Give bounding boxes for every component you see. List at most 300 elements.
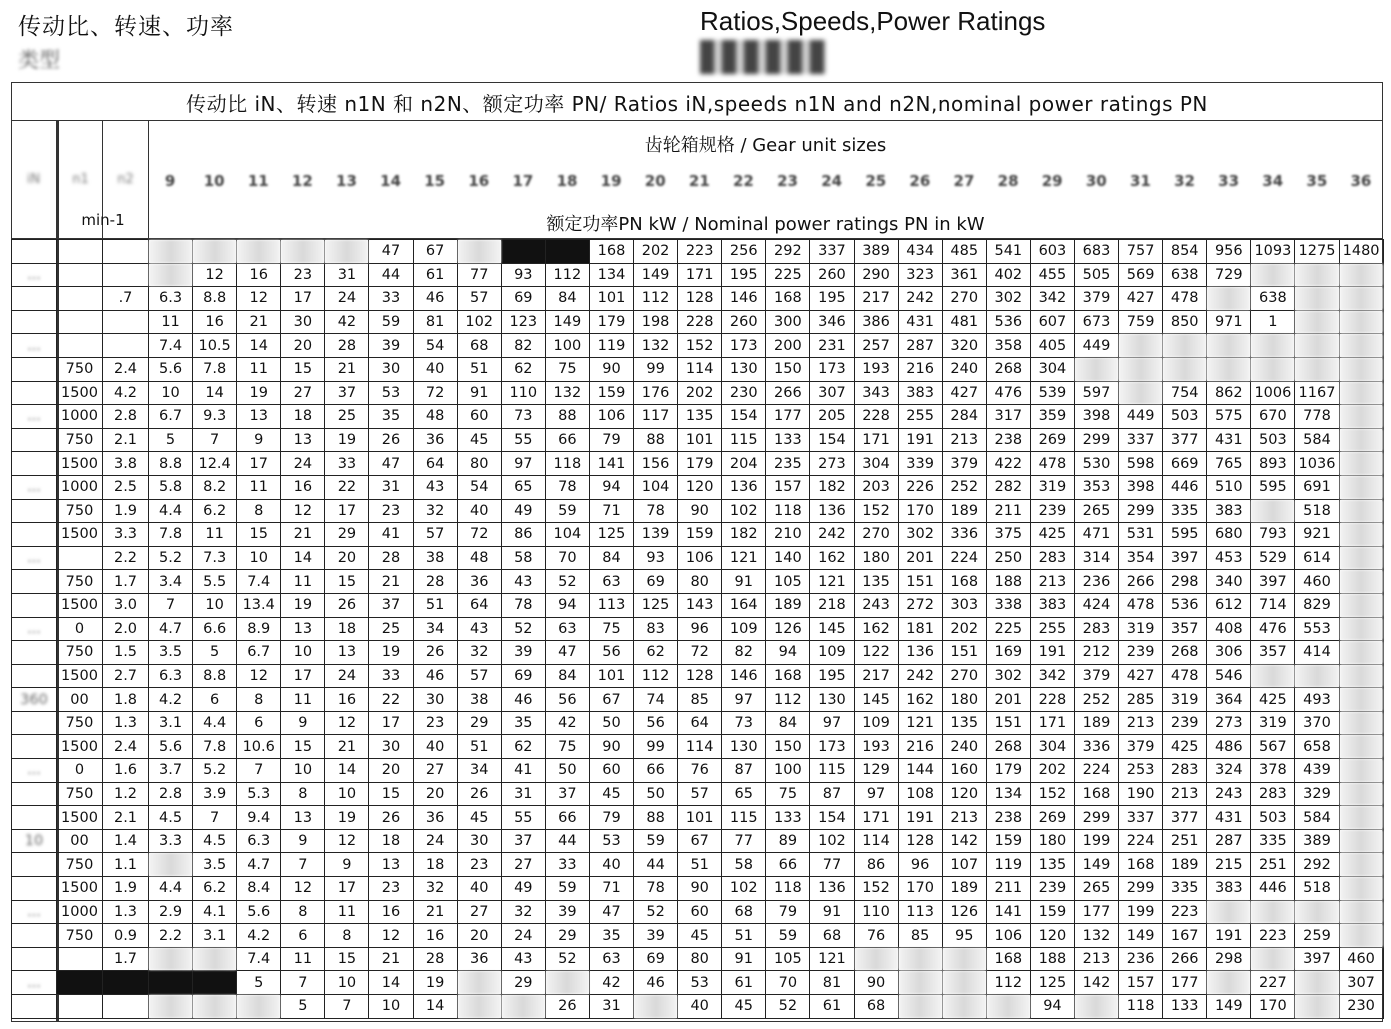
power-cell: 44	[369, 263, 413, 287]
power-cell: 26	[545, 995, 589, 1019]
power-cell: 439	[1295, 759, 1339, 783]
power-cell: 358	[986, 334, 1030, 358]
power-cell: 128	[898, 829, 942, 853]
power-cell: 6	[193, 688, 237, 712]
power-cell	[193, 240, 237, 264]
power-cell: 72	[413, 381, 457, 405]
power-cell: 223	[1163, 900, 1207, 924]
power-cell: 29	[501, 971, 545, 995]
power-cell: 10	[193, 593, 237, 617]
power-cell	[1339, 688, 1383, 712]
power-cell: 26	[325, 593, 369, 617]
power-cell: 8.9	[237, 617, 281, 641]
power-cell: 319	[1163, 688, 1207, 712]
page-title-en: Ratios,Speeds,Power Ratings	[700, 6, 1046, 36]
power-cell: 170	[898, 499, 942, 523]
n2-cell: 3.8	[103, 452, 149, 476]
power-cell: 201	[986, 688, 1030, 712]
power-cell: 91	[722, 570, 766, 594]
power-cell: 112	[545, 263, 589, 287]
power-cell: 921	[1295, 523, 1339, 547]
power-cell: 29	[325, 523, 369, 547]
power-cell: 425	[1030, 523, 1074, 547]
power-cell: 236	[1074, 570, 1118, 594]
power-cell: 202	[942, 617, 986, 641]
power-cell: 15	[281, 357, 325, 381]
power-cell: 86	[501, 523, 545, 547]
power-cell: 189	[766, 593, 810, 617]
power-cell: 51	[678, 853, 722, 877]
power-cell: 13	[369, 853, 413, 877]
n2-cell	[103, 310, 149, 334]
power-cell: 854	[1163, 240, 1207, 264]
power-cell: 478	[1119, 593, 1163, 617]
power-cell: 50	[634, 782, 678, 806]
power-cell: 6.2	[193, 877, 237, 901]
power-cell: 7.8	[193, 357, 237, 381]
power-cell: 88	[634, 806, 678, 830]
power-cell: 204	[722, 452, 766, 476]
power-cell: 270	[854, 523, 898, 547]
power-cell: 133	[766, 428, 810, 452]
power-cell: 65	[722, 782, 766, 806]
power-cell: 383	[898, 381, 942, 405]
power-cell: 27	[501, 853, 545, 877]
power-cell	[1074, 995, 1118, 1019]
power-cell: 171	[1030, 711, 1074, 735]
power-cell: 455	[1030, 263, 1074, 287]
power-cell: 215	[1207, 853, 1251, 877]
n1-cell: 0	[57, 759, 103, 783]
gear-size-25: 25	[865, 172, 887, 190]
power-cell: 35	[501, 711, 545, 735]
power-cell: 80	[457, 452, 501, 476]
power-cell: 108	[898, 782, 942, 806]
power-cell: 32	[501, 900, 545, 924]
power-cell: 584	[1295, 806, 1339, 830]
power-cell	[193, 947, 237, 971]
power-cell: 7	[193, 806, 237, 830]
power-cell: 126	[766, 617, 810, 641]
power-cell: 353	[1074, 475, 1118, 499]
power-cell: 595	[1163, 523, 1207, 547]
power-cell: 69	[634, 570, 678, 594]
power-cell: 188	[1030, 947, 1074, 971]
power-cell: 191	[898, 428, 942, 452]
gear-size-17: 17	[512, 172, 534, 190]
n2-cell: 1.5	[103, 641, 149, 665]
n2-cell	[103, 995, 149, 1019]
power-cell: 35	[369, 405, 413, 429]
power-cell: 87	[810, 782, 854, 806]
power-cell: 337	[810, 240, 854, 264]
n1-cell: 1000	[57, 405, 103, 429]
power-cell: 151	[898, 570, 942, 594]
power-cell: 10	[325, 971, 369, 995]
power-cell: 7	[325, 995, 369, 1019]
power-cell: 38	[413, 546, 457, 570]
gear-size-23: 23	[777, 172, 798, 190]
power-cell: 47	[369, 452, 413, 476]
power-cell: 56	[589, 641, 633, 665]
power-cell: 154	[810, 806, 854, 830]
power-cell: 266	[1163, 947, 1207, 971]
power-cell: 67	[678, 829, 722, 853]
power-cell: 78	[634, 877, 678, 901]
power-cell: 342	[1030, 664, 1074, 688]
power-cell: 242	[898, 287, 942, 311]
power-cell: 217	[854, 287, 898, 311]
power-cell: 14	[413, 995, 457, 1019]
power-cell: 251	[1163, 829, 1207, 853]
power-cell: 39	[501, 641, 545, 665]
power-cell: 10	[281, 641, 325, 665]
power-cell: 259	[1295, 924, 1339, 948]
power-cell: 11	[281, 947, 325, 971]
power-cell: 12	[325, 829, 369, 853]
power-cell: 30	[413, 688, 457, 712]
power-cell: 107	[942, 853, 986, 877]
power-cell: 638	[1163, 263, 1207, 287]
power-cell: 317	[986, 405, 1030, 429]
table-row	[12, 570, 1384, 594]
table-row	[12, 593, 1384, 617]
power-cell: 242	[810, 523, 854, 547]
power-cell	[193, 971, 237, 995]
ratio-cell	[12, 853, 57, 877]
power-cell: 361	[942, 263, 986, 287]
power-cell: 109	[722, 617, 766, 641]
n1-cell: 1500	[57, 735, 103, 759]
power-cell: 228	[854, 405, 898, 429]
power-cell: 90	[589, 735, 633, 759]
power-cell: 7.3	[193, 546, 237, 570]
power-cell	[1295, 334, 1339, 358]
power-cell: 211	[986, 877, 1030, 901]
n1-cell: 1500	[57, 877, 103, 901]
power-cell: 265	[1074, 499, 1118, 523]
power-cell: 228	[1030, 688, 1074, 712]
power-cell: 337	[1119, 428, 1163, 452]
power-cell: 8.8	[193, 664, 237, 688]
power-cell	[1339, 900, 1383, 924]
power-cell: 23	[457, 853, 501, 877]
n2-cell: 2.7	[103, 664, 149, 688]
power-cell: 21	[369, 947, 413, 971]
power-cell: 14	[369, 971, 413, 995]
power-cell: 40	[678, 995, 722, 1019]
power-cell: 5.3	[237, 782, 281, 806]
power-cell: 19	[413, 971, 457, 995]
power-cell: 190	[1119, 782, 1163, 806]
power-cell: 359	[1030, 405, 1074, 429]
power-cell: 6.7	[237, 641, 281, 665]
table-row	[12, 853, 1384, 877]
power-cell: 57	[457, 664, 501, 688]
power-cell: 171	[854, 428, 898, 452]
power-cell: 211	[986, 499, 1030, 523]
power-cell: 63	[545, 617, 589, 641]
power-cell: 307	[1339, 971, 1383, 995]
power-cell: 268	[986, 357, 1030, 381]
gear-size-14: 14	[380, 172, 402, 190]
power-cell: 7.8	[193, 735, 237, 759]
power-cell: 109	[854, 711, 898, 735]
power-cell: 43	[501, 570, 545, 594]
power-cell: 319	[1251, 711, 1295, 735]
power-cell: 72	[678, 641, 722, 665]
power-cell: 4.2	[149, 688, 193, 712]
power-cell: 213	[1163, 782, 1207, 806]
power-cell: 5	[281, 995, 325, 1019]
power-cell: 64	[678, 711, 722, 735]
power-cell	[1339, 263, 1383, 287]
power-cell: 84	[589, 546, 633, 570]
power-cell: 729	[1207, 263, 1251, 287]
gear-size-30: 30	[1085, 172, 1107, 190]
power-cell: 19	[325, 428, 369, 452]
power-cell: 17	[325, 499, 369, 523]
power-cell: 42	[325, 310, 369, 334]
table-row	[12, 947, 1384, 971]
power-cell	[149, 971, 193, 995]
power-cell: 23	[369, 499, 413, 523]
power-cell: 173	[810, 735, 854, 759]
power-cell: 584	[1295, 428, 1339, 452]
power-cell: 84	[545, 664, 589, 688]
ratio-cell	[12, 287, 57, 311]
power-cell	[1163, 357, 1207, 381]
power-cell: 292	[1295, 853, 1339, 877]
power-cell: 49	[501, 499, 545, 523]
power-cell: 658	[1295, 735, 1339, 759]
power-cell: 338	[986, 593, 1030, 617]
power-cell: 223	[1251, 924, 1295, 948]
power-cell: 94	[545, 593, 589, 617]
power-cell: 46	[413, 664, 457, 688]
power-cell: 21	[325, 357, 369, 381]
power-ratings-table	[11, 239, 1384, 1019]
power-cell: 11	[149, 310, 193, 334]
page-title-cn: 传动比、转速、功率	[18, 14, 234, 40]
power-cell: 1480	[1339, 240, 1383, 264]
ratio-cell	[12, 877, 57, 901]
power-cell: 71	[589, 499, 633, 523]
power-cell: 82	[501, 334, 545, 358]
power-cell: 150	[766, 735, 810, 759]
redacted-subtitle-en	[700, 40, 826, 74]
power-cell: 1036	[1295, 452, 1339, 476]
gear-size-22: 22	[733, 172, 754, 190]
n2-cell: 2.8	[103, 405, 149, 429]
power-cell: 65	[501, 475, 545, 499]
power-cell: 202	[1030, 759, 1074, 783]
power-cell: 510	[1207, 475, 1251, 499]
caption-divider	[11, 120, 1383, 121]
power-cell: 3.4	[149, 570, 193, 594]
power-cell: 101	[678, 806, 722, 830]
power-cell: 13	[281, 806, 325, 830]
power-cell: 145	[810, 617, 854, 641]
power-cell: 260	[722, 310, 766, 334]
n2-cell: 1.7	[103, 570, 149, 594]
power-cell: 53	[589, 829, 633, 853]
power-cell: 177	[766, 405, 810, 429]
power-cell: 66	[545, 428, 589, 452]
power-cell: 337	[1119, 806, 1163, 830]
n1-cell: 750	[57, 641, 103, 665]
power-cell	[1295, 287, 1339, 311]
power-cell: 38	[457, 688, 501, 712]
power-cell: 378	[1251, 759, 1295, 783]
power-cell: 189	[1074, 711, 1118, 735]
gear-size-35: 35	[1306, 172, 1328, 190]
power-cell: 21	[413, 900, 457, 924]
gear-size-12: 12	[291, 172, 313, 190]
power-cell: 283	[1074, 617, 1118, 641]
power-cell: 59	[369, 310, 413, 334]
power-cell: 40	[457, 499, 501, 523]
n2-cell	[103, 240, 149, 264]
power-cell	[501, 995, 545, 1019]
power-cell: 75	[766, 782, 810, 806]
power-cell: 240	[942, 357, 986, 381]
power-cell: 54	[457, 475, 501, 499]
power-cell: 226	[898, 475, 942, 499]
power-cell: 31	[589, 995, 633, 1019]
power-cell: 199	[1074, 829, 1118, 853]
power-cell: 449	[1074, 334, 1118, 358]
power-cell: 238	[986, 806, 1030, 830]
power-cell	[1295, 664, 1339, 688]
power-cell: 252	[942, 475, 986, 499]
power-cell: 272	[898, 593, 942, 617]
power-cell: 68	[722, 900, 766, 924]
power-cell: 319	[1119, 617, 1163, 641]
power-cell: 61	[413, 263, 457, 287]
power-cell: 1006	[1251, 381, 1295, 405]
ratio-cell	[12, 357, 57, 381]
table-row	[12, 546, 1384, 570]
power-cell: 130	[722, 357, 766, 381]
power-cell: 12	[193, 263, 237, 287]
ratio-cell	[12, 381, 57, 405]
power-cell	[1339, 924, 1383, 948]
power-cell: 59	[634, 829, 678, 853]
ratio-cell: ...	[12, 546, 57, 570]
power-cell: 179	[589, 310, 633, 334]
power-cell: 195	[810, 664, 854, 688]
power-cell: 59	[545, 877, 589, 901]
power-cell: 3.1	[193, 924, 237, 948]
power-cell: 7.4	[149, 334, 193, 358]
power-cell: 91	[722, 947, 766, 971]
power-cell: 302	[986, 287, 1030, 311]
power-cell: 55	[501, 806, 545, 830]
power-cell: 377	[1163, 428, 1207, 452]
n1-cell: 1500	[57, 664, 103, 688]
power-cell: 33	[545, 853, 589, 877]
power-cell: 114	[678, 357, 722, 381]
power-cell: 162	[898, 688, 942, 712]
power-cell: 213	[1119, 711, 1163, 735]
power-cell: 105	[766, 570, 810, 594]
power-cell: 56	[545, 688, 589, 712]
power-cell: 46	[501, 688, 545, 712]
power-cell: 159	[1030, 900, 1074, 924]
power-cell: 36	[413, 806, 457, 830]
power-cell: 12	[237, 664, 281, 688]
power-cell: 5	[193, 641, 237, 665]
power-cell	[1339, 334, 1383, 358]
power-cell: 224	[1119, 829, 1163, 853]
power-cell: 173	[722, 334, 766, 358]
power-cell	[942, 995, 986, 1019]
power-cell: 118	[545, 452, 589, 476]
n2-cell	[103, 263, 149, 287]
ratio-cell	[12, 428, 57, 452]
power-cell: 24	[501, 924, 545, 948]
power-cell	[149, 853, 193, 877]
power-cell: 239	[1163, 711, 1207, 735]
power-cell: 52	[545, 947, 589, 971]
gear-size-32: 32	[1174, 172, 1195, 190]
power-cell: 408	[1207, 617, 1251, 641]
gear-size-16: 16	[468, 172, 490, 190]
power-cell: 6	[237, 711, 281, 735]
power-cell: 4.4	[149, 877, 193, 901]
power-cell: 303	[942, 593, 986, 617]
power-cell: 93	[634, 546, 678, 570]
power-cell: 39	[634, 924, 678, 948]
power-cell: 94	[589, 475, 633, 499]
power-cell	[986, 995, 1030, 1019]
power-cell	[1339, 593, 1383, 617]
power-cell: 5	[237, 971, 281, 995]
power-cell	[898, 947, 942, 971]
power-cell: 201	[898, 546, 942, 570]
power-cell	[501, 240, 545, 264]
power-cell: 299	[1074, 428, 1118, 452]
power-cell: 300	[766, 310, 810, 334]
power-cell: 503	[1251, 806, 1295, 830]
power-cell: 91	[810, 900, 854, 924]
n1-cell: 00	[57, 688, 103, 712]
power-cell: 136	[810, 877, 854, 901]
power-cell: 202	[678, 381, 722, 405]
power-cell: 94	[766, 641, 810, 665]
power-cell: 21	[281, 523, 325, 547]
power-cell: 67	[413, 240, 457, 264]
power-cell: 4.7	[149, 617, 193, 641]
table-row	[12, 287, 1384, 311]
power-cell: 118	[1119, 995, 1163, 1019]
power-cell: 336	[942, 523, 986, 547]
power-cell: 236	[1119, 947, 1163, 971]
power-cell: 302	[986, 664, 1030, 688]
gear-size-29: 29	[1041, 172, 1063, 190]
power-cell: 28	[413, 570, 457, 594]
power-cell: 136	[898, 641, 942, 665]
power-cell	[149, 995, 193, 1019]
power-cell: 81	[413, 310, 457, 334]
power-cell: 268	[1163, 641, 1207, 665]
power-cell: 283	[1163, 759, 1207, 783]
n2-cell: 1.9	[103, 499, 149, 523]
power-cell: 242	[898, 664, 942, 688]
power-cell: 141	[986, 900, 1030, 924]
power-cell: 72	[457, 523, 501, 547]
